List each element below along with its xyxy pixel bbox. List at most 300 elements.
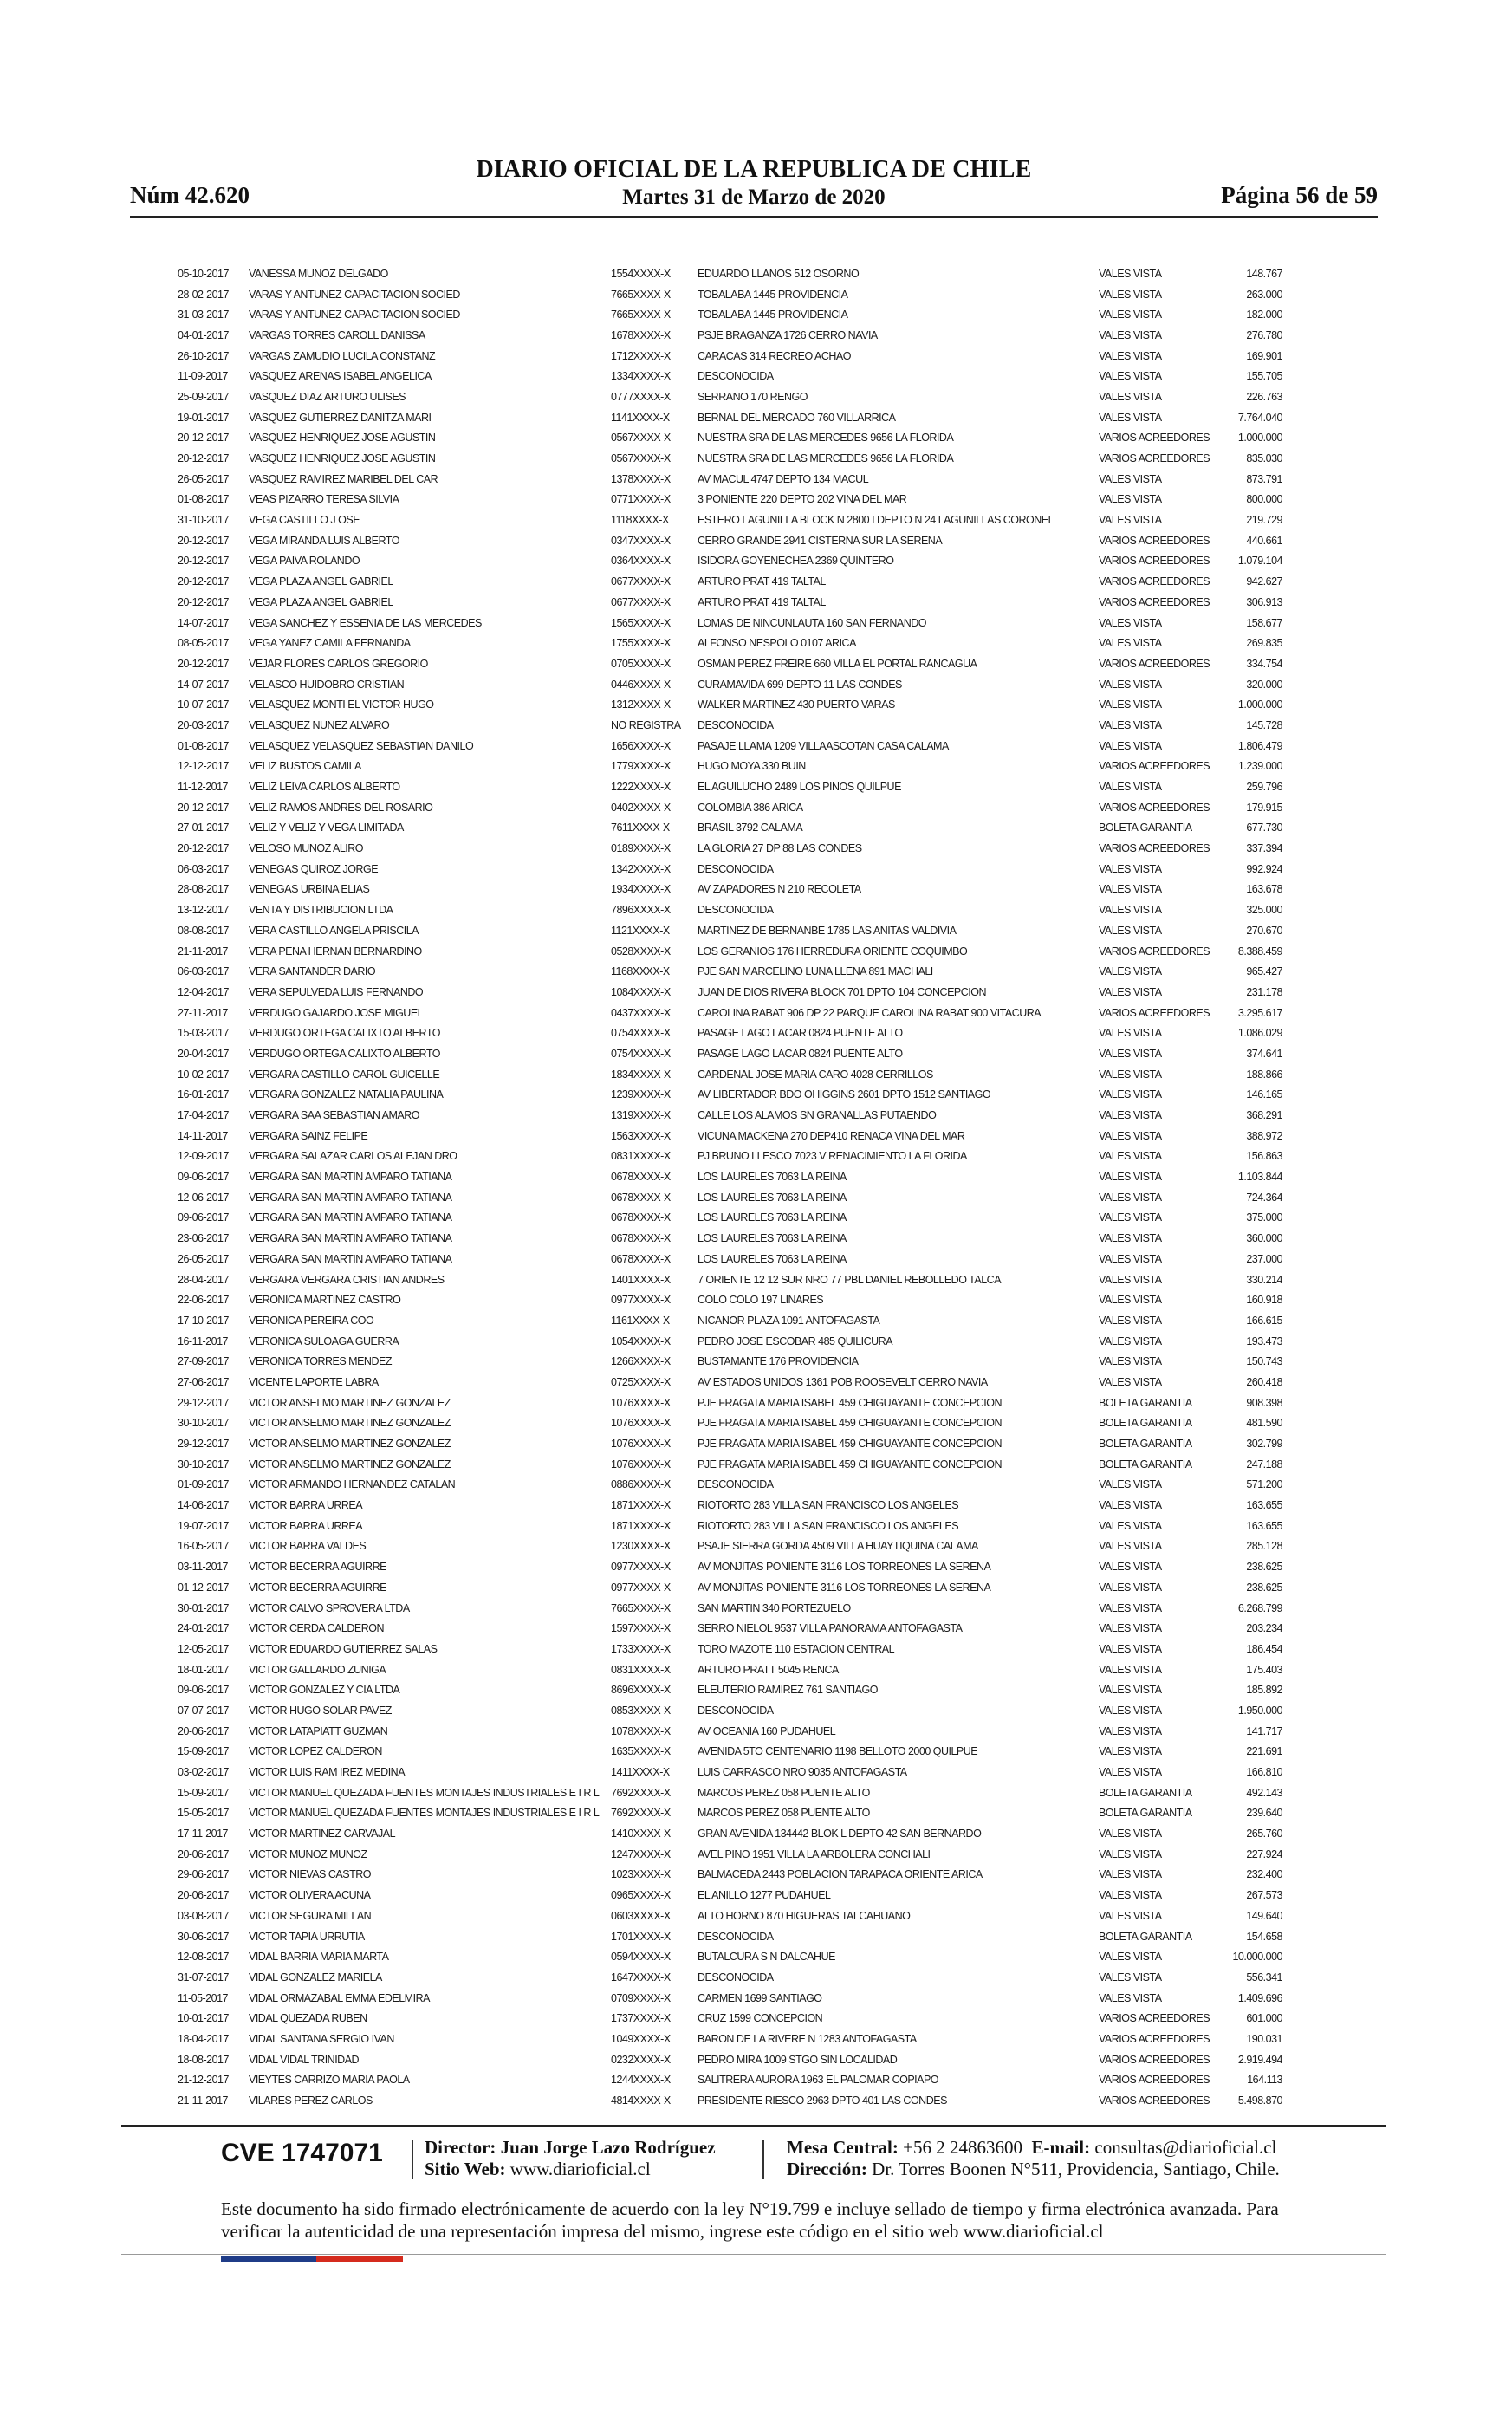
row-amount: 942.627 <box>1246 575 1282 588</box>
row-name: VERGARA CASTILLO CAROL GUICELLE <box>249 1068 440 1081</box>
row-name: VASQUEZ HENRIQUEZ JOSE AGUSTIN <box>249 452 436 465</box>
table-row <box>178 1844 1282 1865</box>
row-date: 09-06-2017 <box>178 1684 229 1697</box>
row-rut: 1401XXXX-X <box>611 1273 671 1286</box>
row-rut: 1701XXXX-X <box>611 1930 671 1943</box>
row-name: VERDUGO ORTEGA CALIXTO ALBERTO <box>249 1027 440 1040</box>
email-link[interactable]: consultas@diarioficial.cl <box>1094 2137 1277 2158</box>
table-row <box>178 510 1282 530</box>
row-amount: 302.799 <box>1246 1438 1282 1451</box>
row-address: ALTO HORNO 870 HIGUERAS TALCAHUANO <box>698 1909 911 1922</box>
row-amount: 175.403 <box>1246 1663 1282 1676</box>
row-amount: 237.000 <box>1246 1252 1282 1265</box>
row-amount: 146.165 <box>1246 1088 1282 1101</box>
row-name: VERDUGO ORTEGA CALIXTO ALBERTO <box>249 1047 440 1060</box>
row-name: VEAS PIZARRO TERESA SILVIA <box>249 493 399 506</box>
director-block <box>425 2137 716 2180</box>
row-amount: 5.498.870 <box>1237 2094 1282 2107</box>
table-row <box>178 961 1282 982</box>
row-address: COLO COLO 197 LINARES <box>698 1294 824 1307</box>
row-amount: 1.409.696 <box>1237 1991 1282 2004</box>
row-date: 28-02-2017 <box>178 288 229 301</box>
table-row <box>178 1495 1282 1516</box>
row-instrument: VALES VISTA <box>1099 514 1162 527</box>
row-address: EL ANILLO 1277 PUDAHUEL <box>698 1889 831 1902</box>
row-instrument: VALES VISTA <box>1099 985 1162 998</box>
row-rut: 0831XXXX-X <box>611 1663 671 1676</box>
row-amount: 601.000 <box>1246 2012 1282 2025</box>
row-amount: 158.677 <box>1246 616 1282 629</box>
row-date: 19-07-2017 <box>178 1519 229 1532</box>
row-date: 12-09-2017 <box>178 1150 229 1163</box>
table-body <box>178 263 1282 2111</box>
row-date: 20-03-2017 <box>178 718 229 731</box>
row-date: 12-06-2017 <box>178 1191 229 1204</box>
row-rut: 1410XXXX-X <box>611 1828 671 1841</box>
row-address: TORO MAZOTE 110 ESTACION CENTRAL <box>698 1642 895 1655</box>
row-instrument: VALES VISTA <box>1099 1581 1162 1594</box>
row-instrument: VARIOS ACREEDORES <box>1099 452 1210 465</box>
row-name: VERGARA SAINZ FELIPE <box>249 1129 368 1142</box>
table-row <box>178 1023 1282 1043</box>
row-address: EDUARDO LLANOS 512 OSORNO <box>698 267 860 280</box>
row-amount: 154.658 <box>1246 1930 1282 1943</box>
row-rut: 1118XXXX-X <box>611 514 669 527</box>
row-rut: 1733XXXX-X <box>611 1642 671 1655</box>
row-name: VEGA PLAZA ANGEL GABRIEL <box>249 575 393 588</box>
table-row <box>178 428 1282 449</box>
row-name: VICTOR ARMANDO HERNANDEZ CATALAN <box>249 1478 456 1491</box>
row-rut: 0965XXXX-X <box>611 1889 671 1902</box>
row-rut: 0347XXXX-X <box>611 534 671 547</box>
row-rut: 0402XXXX-X <box>611 801 671 814</box>
footer-separator <box>412 2140 413 2179</box>
row-amount: 320.000 <box>1246 678 1282 691</box>
table-row <box>178 2049 1282 2070</box>
table-row <box>178 407 1282 428</box>
row-rut: 1779XXXX-X <box>611 760 671 773</box>
row-address: HUGO MOYA 330 BUIN <box>698 760 806 773</box>
row-name: VANESSA MUNOZ DELGADO <box>249 267 388 280</box>
table-row <box>178 1146 1282 1167</box>
row-rut: 1378XXXX-X <box>611 472 671 485</box>
table-row <box>178 1064 1282 1085</box>
row-instrument: VARIOS ACREEDORES <box>1099 2053 1210 2066</box>
row-name: VICTOR ANSELMO MARTINEZ GONZALEZ <box>249 1396 451 1409</box>
row-name: VENEGAS URBINA ELIAS <box>249 883 370 896</box>
row-date: 30-10-2017 <box>178 1458 229 1471</box>
row-address: MARCOS PEREZ 058 PUENTE ALTO <box>698 1786 870 1799</box>
row-amount: 1.239.000 <box>1237 760 1282 773</box>
phone-value: +56 2 24863600 <box>903 2137 1022 2158</box>
row-name: VICTOR LOPEZ CALDERON <box>249 1745 382 1758</box>
row-address: CARMEN 1699 SANTIAGO <box>698 1991 822 2004</box>
row-rut: 1871XXXX-X <box>611 1519 671 1532</box>
row-address: PSJE BRAGANZA 1726 CERRO NAVIA <box>698 328 878 341</box>
table-row <box>178 530 1282 551</box>
row-address: LOS LAURELES 7063 LA REINA <box>698 1211 847 1224</box>
table-row <box>178 1269 1282 1290</box>
row-rut: 1121XXXX-X <box>611 924 670 937</box>
row-instrument: BOLETA GARANTIA <box>1099 1930 1192 1943</box>
row-rut: 1076XXXX-X <box>611 1396 671 1409</box>
row-instrument: VALES VISTA <box>1099 1561 1162 1574</box>
row-amount: 163.655 <box>1246 1519 1282 1532</box>
row-rut: 1737XXXX-X <box>611 2012 671 2025</box>
row-address: LOS LAURELES 7063 LA REINA <box>698 1171 847 1184</box>
row-instrument: VALES VISTA <box>1099 390 1162 403</box>
row-rut: 7665XXXX-X <box>611 1601 671 1614</box>
row-name: VERONICA TORRES MENDEZ <box>249 1355 392 1368</box>
row-rut: 1076XXXX-X <box>611 1438 671 1451</box>
row-amount: 374.641 <box>1246 1047 1282 1060</box>
row-rut: 0528XXXX-X <box>611 945 671 958</box>
table-row <box>178 1865 1282 1886</box>
row-instrument: VALES VISTA <box>1099 1971 1162 1984</box>
row-instrument: VALES VISTA <box>1099 349 1162 362</box>
row-rut: 1656XXXX-X <box>611 739 671 752</box>
table-row <box>178 715 1282 736</box>
row-rut: 8696XXXX-X <box>611 1684 671 1697</box>
row-instrument: BOLETA GARANTIA <box>1099 1458 1192 1471</box>
table-row <box>178 386 1282 407</box>
row-date: 20-12-2017 <box>178 452 229 465</box>
row-date: 27-06-2017 <box>178 1375 229 1388</box>
row-name: VASQUEZ ARENAS ISABEL ANGELICA <box>249 370 432 383</box>
row-date: 17-11-2017 <box>178 1828 229 1841</box>
row-name: VIEYTES CARRIZO MARIA PAOLA <box>249 2074 410 2087</box>
row-address: CALLE LOS ALAMOS SN GRANALLAS PUTAENDO <box>698 1109 937 1122</box>
row-name: VICTOR GALLARDO ZUNIGA <box>249 1663 386 1676</box>
row-name: VICTOR EDUARDO GUTIERREZ SALAS <box>249 1642 438 1655</box>
row-instrument: VARIOS ACREEDORES <box>1099 2012 1210 2025</box>
row-instrument: VALES VISTA <box>1099 1847 1162 1860</box>
row-rut: 1647XXXX-X <box>611 1971 671 1984</box>
row-instrument: BOLETA GARANTIA <box>1099 1417 1192 1430</box>
table-row <box>178 1556 1282 1577</box>
row-rut: 0709XXXX-X <box>611 1991 671 2004</box>
row-name: VIDAL GONZALEZ MARIELA <box>249 1971 382 1984</box>
table-row <box>178 1946 1282 1967</box>
row-date: 27-09-2017 <box>178 1355 229 1368</box>
row-date: 16-11-2017 <box>178 1334 229 1347</box>
row-address: BERNAL DEL MERCADO 760 VILLARRICA <box>698 411 896 424</box>
row-amount: 267.573 <box>1246 1889 1282 1902</box>
table-row <box>178 613 1282 633</box>
row-date: 27-11-2017 <box>178 1006 229 1019</box>
row-instrument: VALES VISTA <box>1099 1766 1162 1779</box>
row-name: VICTOR SEGURA MILLAN <box>249 1909 372 1922</box>
row-address: PEDRO MIRA 1009 STGO SIN LOCALIDAD <box>698 2053 898 2066</box>
row-address: DESCONOCIDA <box>698 862 774 875</box>
row-instrument: VALES VISTA <box>1099 328 1162 341</box>
row-amount: 238.625 <box>1246 1581 1282 1594</box>
row-address: PSAJE SIERRA GORDA 4509 VILLA HUAYTIQUINA CALAMA <box>698 1540 978 1553</box>
row-amount: 571.200 <box>1246 1478 1282 1491</box>
row-amount: 164.113 <box>1247 2074 1282 2087</box>
table-row <box>178 797 1282 818</box>
row-rut: 1161XXXX-X <box>611 1314 670 1327</box>
table-row <box>178 1598 1282 1619</box>
row-rut: 0678XXXX-X <box>611 1232 671 1245</box>
row-date: 20-06-2017 <box>178 1724 229 1737</box>
row-instrument: VARIOS ACREEDORES <box>1099 575 1210 588</box>
row-date: 20-12-2017 <box>178 842 229 855</box>
row-instrument: VALES VISTA <box>1099 370 1162 383</box>
row-date: 20-04-2017 <box>178 1047 229 1060</box>
row-date: 15-09-2017 <box>178 1745 229 1758</box>
row-name: VICTOR BARRA VALDES <box>249 1540 367 1553</box>
table-row <box>178 633 1282 653</box>
table-row <box>178 1639 1282 1659</box>
row-rut: 0446XXXX-X <box>611 678 671 691</box>
row-instrument: VALES VISTA <box>1099 1499 1162 1512</box>
row-address: EL AGUILUCHO 2489 LOS PINOS QUILPUE <box>698 781 901 794</box>
row-date: 18-04-2017 <box>178 2032 229 2045</box>
row-date: 11-12-2017 <box>178 781 229 794</box>
row-amount: 219.729 <box>1246 514 1282 527</box>
row-address: CRUZ 1599 CONCEPCION <box>698 2012 823 2025</box>
row-rut: 1563XXXX-X <box>611 1129 671 1142</box>
row-address: SERRANO 170 RENGO <box>698 390 808 403</box>
row-amount: 276.780 <box>1246 328 1282 341</box>
row-instrument: VALES VISTA <box>1099 904 1162 917</box>
row-name: VELIZ BUSTOS CAMILA <box>249 760 361 773</box>
row-date: 30-06-2017 <box>178 1930 229 1943</box>
row-name: VERGARA SAN MARTIN AMPARO TATIANA <box>249 1252 452 1265</box>
row-rut: 0831XXXX-X <box>611 1150 671 1163</box>
row-instrument: VARIOS ACREEDORES <box>1099 2074 1210 2087</box>
table-row <box>178 859 1282 880</box>
row-address: ISIDORA GOYENECHEA 2369 QUINTERO <box>698 555 894 568</box>
table-row <box>178 818 1282 839</box>
row-instrument: VALES VISTA <box>1099 616 1162 629</box>
row-rut: 1141XXXX-X <box>611 411 670 424</box>
row-date: 17-04-2017 <box>178 1109 229 1122</box>
row-amount: 8.388.459 <box>1237 945 1282 958</box>
row-date: 20-12-2017 <box>178 432 229 445</box>
row-address: RIOTORTO 283 VILLA SAN FRANCISCO LOS ANGELES <box>698 1499 959 1512</box>
row-address: CARACAS 314 RECREO ACHAO <box>698 349 851 362</box>
row-rut: 1411XXXX-X <box>611 1766 670 1779</box>
row-rut: 0705XXXX-X <box>611 657 671 670</box>
row-amount: 186.454 <box>1246 1642 1282 1655</box>
row-name: VICTOR CERDA CALDERON <box>249 1622 384 1635</box>
row-address: BUSTAMANTE 176 PROVIDENCIA <box>698 1355 859 1368</box>
row-rut: 1247XXXX-X <box>611 1847 671 1860</box>
row-instrument: VALES VISTA <box>1099 1868 1162 1881</box>
row-instrument: VARIOS ACREEDORES <box>1099 2032 1210 2045</box>
row-instrument: VALES VISTA <box>1099 1519 1162 1532</box>
row-amount: 440.661 <box>1246 534 1282 547</box>
row-instrument: VALES VISTA <box>1099 1745 1162 1758</box>
row-name: VICENTE LAPORTE LABRA <box>249 1375 379 1388</box>
creditors-table <box>178 263 1282 2111</box>
row-amount: 1.086.029 <box>1237 1027 1282 1040</box>
row-rut: 1635XXXX-X <box>611 1745 671 1758</box>
table-row <box>178 694 1282 715</box>
bottom-divider <box>121 2254 1386 2255</box>
row-rut: 1871XXXX-X <box>611 1499 671 1512</box>
director-label: Director: <box>425 2137 496 2158</box>
row-name: VICTOR ANSELMO MARTINEZ GONZALEZ <box>249 1458 451 1471</box>
row-instrument: VALES VISTA <box>1099 1294 1162 1307</box>
row-rut: 0678XXXX-X <box>611 1211 671 1224</box>
row-name: VICTOR MANUEL QUEZADA FUENTES MONTAJES INDUSTRIALES E I R L <box>249 1786 600 1799</box>
row-address: ARTURO PRATT 5045 RENCA <box>698 1663 839 1676</box>
row-rut: 0677XXXX-X <box>611 575 671 588</box>
row-address: LOS GERANIOS 176 HERREDURA ORIENTE COQUIMBO <box>698 945 968 958</box>
row-date: 21-11-2017 <box>178 2094 229 2107</box>
row-amount: 150.743 <box>1246 1355 1282 1368</box>
row-rut: 0437XXXX-X <box>611 1006 671 1019</box>
row-address: LOS LAURELES 7063 LA REINA <box>698 1191 847 1204</box>
row-address: MARTINEZ DE BERNANBE 1785 LAS ANITAS VALDIVIA <box>698 924 957 937</box>
row-address: LOS LAURELES 7063 LA REINA <box>698 1232 847 1245</box>
table-row <box>178 920 1282 941</box>
row-address: LUIS CARRASCO NRO 9035 ANTOFAGASTA <box>698 1766 907 1779</box>
row-amount: 221.691 <box>1246 1745 1282 1758</box>
row-amount: 724.364 <box>1246 1191 1282 1204</box>
row-name: VICTOR HUGO SOLAR PAVEZ <box>249 1704 392 1717</box>
table-row <box>178 1659 1282 1680</box>
row-rut: 0725XXXX-X <box>611 1375 671 1388</box>
row-address: 7 ORIENTE 12 12 SUR NRO 77 PBL DANIEL REBOLLEDO TALCA <box>698 1273 1002 1286</box>
page-number: Página 56 de 59 <box>1221 182 1378 208</box>
row-amount: 368.291 <box>1246 1109 1282 1122</box>
row-amount: 873.791 <box>1246 472 1282 485</box>
row-address: LOMAS DE NINCUNLAUTA 160 SAN FERNANDO <box>698 616 926 629</box>
row-amount: 360.000 <box>1246 1232 1282 1245</box>
row-name: VICTOR NIEVAS CASTRO <box>249 1868 371 1881</box>
row-instrument: VALES VISTA <box>1099 678 1162 691</box>
row-date: 15-09-2017 <box>178 1786 229 1799</box>
row-name: VEGA MIRANDA LUIS ALBERTO <box>249 534 399 547</box>
row-instrument: VALES VISTA <box>1099 1828 1162 1841</box>
row-date: 07-07-2017 <box>178 1704 229 1717</box>
row-address: AV MONJITAS PONIENTE 3116 LOS TORREONES LA SERENA <box>698 1581 991 1594</box>
row-instrument: VALES VISTA <box>1099 1273 1162 1286</box>
row-address: ELEUTERIO RAMIREZ 761 SANTIAGO <box>698 1684 878 1697</box>
flag-stripe-red <box>316 2256 403 2262</box>
row-amount: 908.398 <box>1246 1396 1282 1409</box>
row-amount: 492.143 <box>1246 1786 1282 1799</box>
row-rut: 1934XXXX-X <box>611 883 671 896</box>
row-instrument: BOLETA GARANTIA <box>1099 1438 1192 1451</box>
table-row <box>178 982 1282 1003</box>
row-instrument: VALES VISTA <box>1099 1991 1162 2004</box>
row-name: VICTOR TAPIA URRUTIA <box>249 1930 365 1943</box>
row-rut: 1554XXXX-X <box>611 267 671 280</box>
table-row <box>178 1003 1282 1023</box>
row-name: VERGARA SAN MARTIN AMPARO TATIANA <box>249 1211 452 1224</box>
row-address: TOBALABA 1445 PROVIDENCIA <box>698 308 848 321</box>
row-rut: 0364XXXX-X <box>611 555 671 568</box>
row-rut: 1755XXXX-X <box>611 637 671 650</box>
row-rut: 1230XXXX-X <box>611 1540 671 1553</box>
row-rut: 7665XXXX-X <box>611 288 671 301</box>
row-name: VARAS Y ANTUNEZ CAPACITACION SOCIED <box>249 308 460 321</box>
row-rut: 0678XXXX-X <box>611 1191 671 1204</box>
row-date: 14-07-2017 <box>178 616 229 629</box>
row-rut: 7665XXXX-X <box>611 308 671 321</box>
row-name: VEGA PLAZA ANGEL GABRIEL <box>249 595 393 608</box>
row-rut: 0754XXXX-X <box>611 1027 671 1040</box>
table-row <box>178 1516 1282 1536</box>
row-amount: 10.000.000 <box>1232 1951 1282 1964</box>
row-address: SERRO NIELOL 9537 VILLA PANORAMA ANTOFAGASTA <box>698 1622 963 1635</box>
row-instrument: VALES VISTA <box>1099 1252 1162 1265</box>
row-amount: 334.754 <box>1246 657 1282 670</box>
row-date: 25-09-2017 <box>178 390 229 403</box>
row-address: DESCONOCIDA <box>698 1478 774 1491</box>
row-amount: 227.924 <box>1246 1847 1282 1860</box>
table-row <box>178 571 1282 592</box>
row-name: VELASCO HUIDOBRO CRISTIAN <box>249 678 405 691</box>
row-name: VASQUEZ GUTIERREZ DANITZA MARI <box>249 411 432 424</box>
row-address: LOS LAURELES 7063 LA REINA <box>698 1252 847 1265</box>
row-date: 04-01-2017 <box>178 328 229 341</box>
publication-date: Martes 31 de Marzo de 2020 <box>622 185 886 209</box>
row-date: 09-06-2017 <box>178 1171 229 1184</box>
publication-title: DIARIO OFICIAL DE LA REPUBLICA DE CHILE <box>476 156 1032 183</box>
row-name: VELASQUEZ NUNEZ ALVARO <box>249 718 390 731</box>
row-name: VENEGAS QUIROZ JORGE <box>249 862 379 875</box>
table-row <box>178 1988 1282 2009</box>
row-rut: 0594XXXX-X <box>611 1951 671 1964</box>
table-row <box>178 1310 1282 1331</box>
table-row <box>178 366 1282 386</box>
row-address: NUESTRA SRA DE LAS MERCEDES 9656 LA FLORIDA <box>698 452 954 465</box>
row-name: VEGA PAIVA ROLANDO <box>249 555 360 568</box>
table-row <box>178 674 1282 695</box>
row-address: AV MONJITAS PONIENTE 3116 LOS TORREONES LA SERENA <box>698 1561 991 1574</box>
row-instrument: VALES VISTA <box>1099 781 1162 794</box>
row-rut: 7692XXXX-X <box>611 1786 671 1799</box>
row-rut: 1222XXXX-X <box>611 781 671 794</box>
row-amount: 1.103.844 <box>1237 1171 1282 1184</box>
row-name: VERGARA SAN MARTIN AMPARO TATIANA <box>249 1232 452 1245</box>
row-amount: 238.625 <box>1246 1561 1282 1574</box>
row-date: 15-05-2017 <box>178 1807 229 1820</box>
row-instrument: VARIOS ACREEDORES <box>1099 801 1210 814</box>
row-name: VIDAL BARRIA MARIA MARTA <box>249 1951 389 1964</box>
row-instrument: BOLETA GARANTIA <box>1099 1807 1192 1820</box>
row-instrument: VALES VISTA <box>1099 637 1162 650</box>
table-row <box>178 1351 1282 1372</box>
row-amount: 1.000.000 <box>1237 698 1282 711</box>
row-rut: 7611XXXX-X <box>611 821 670 834</box>
row-instrument: VALES VISTA <box>1099 862 1162 875</box>
row-amount: 141.717 <box>1246 1724 1282 1737</box>
table-row <box>178 1433 1282 1454</box>
table-row <box>178 736 1282 756</box>
row-name: VILARES PEREZ CARLOS <box>249 2094 373 2107</box>
row-date: 18-08-2017 <box>178 2053 229 2066</box>
table-row <box>178 592 1282 613</box>
table-row <box>178 325 1282 346</box>
row-rut: 1712XXXX-X <box>611 349 671 362</box>
row-date: 20-12-2017 <box>178 534 229 547</box>
row-rut: 0232XXXX-X <box>611 2053 671 2066</box>
page-header <box>130 156 1378 217</box>
row-amount: 481.590 <box>1246 1417 1282 1430</box>
row-name: VICTOR BARRA URREA <box>249 1499 363 1512</box>
table-row <box>178 653 1282 674</box>
table-row <box>178 1289 1282 1310</box>
row-name: VELIZ Y VELIZ Y VEGA LIMITADA <box>249 821 404 834</box>
website-link[interactable]: www.diarioficial.cl <box>509 2159 651 2179</box>
